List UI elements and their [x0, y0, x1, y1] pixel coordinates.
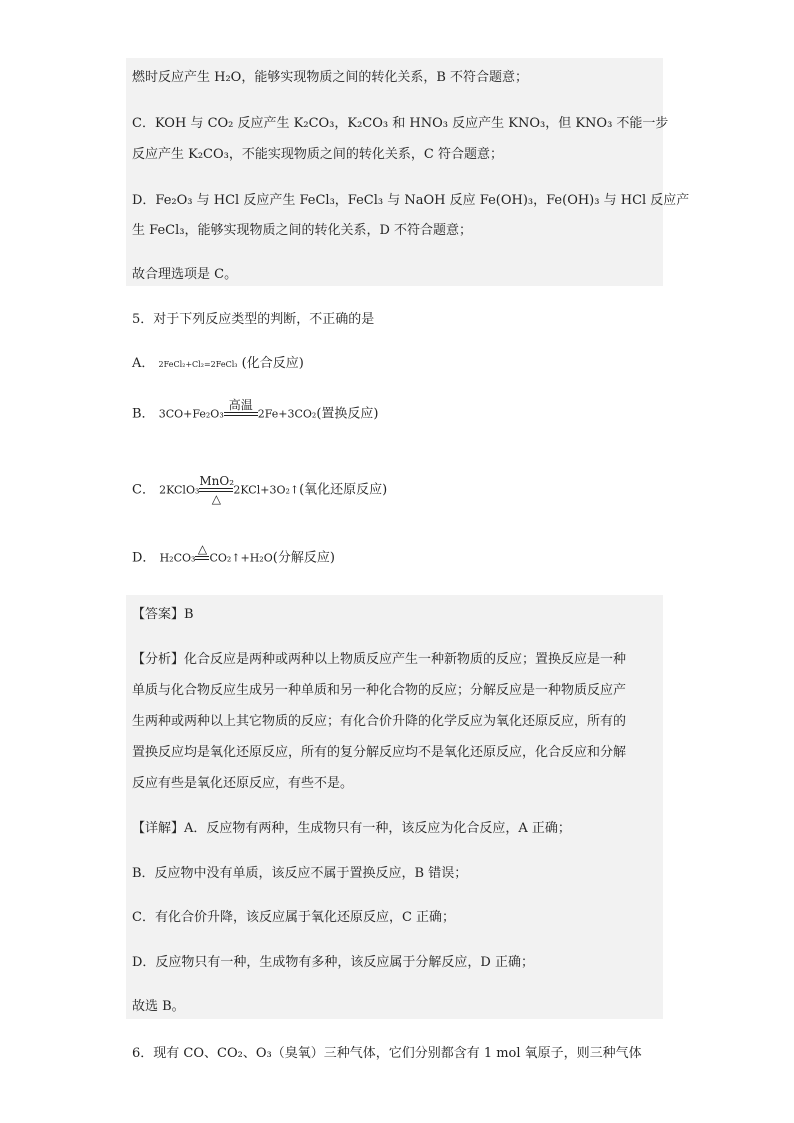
equation-left: 2KClO₃ [159, 483, 200, 497]
analysis-line: 反应有些是氧化还原反应，有些不是。 [132, 776, 354, 791]
option-label: B． [132, 406, 155, 422]
analysis-line: 【分析】化合反应是两种或两种以上物质反应产生一种新物质的反应；置换反应是一种 [132, 652, 627, 667]
option-d [132, 542, 335, 574]
condition-top: 高温 [228, 398, 253, 412]
analysis-line: 置换反应均是氧化还原反应，所有的复分解反应均不是氧化还原反应，化合反应和分解 [132, 745, 627, 760]
text-line: 生 FeCl₃，能够实现物质之间的转化关系，D 不符合题意； [132, 223, 473, 238]
option-a [132, 352, 304, 371]
condition-bottom [224, 416, 258, 430]
detail-line: B．反应物中没有单质，该反应不属于置换反应，B 错误； [132, 866, 468, 881]
text-line: 故合理选项是 C。 [132, 267, 238, 282]
detail-line: D．反应物只有一种，生成物有多种，该反应属于分解反应，D 正确； [132, 955, 534, 970]
detail-line: 【详解】A．反应物有两种，生成物只有一种，该反应为化合反应，A 正确； [132, 821, 571, 836]
analysis-line: 生两种或两种以上其它物质的反应；有化合价升降的化学反应为氧化还原反应，所有的 [132, 714, 627, 729]
equation-right: 2Fe+3CO₂ [257, 407, 317, 421]
detail-line: C．有化合价升降，该反应属于氧化还原反应，C 正确； [132, 910, 456, 925]
condition-top: MnO₂ [199, 474, 235, 488]
condition-bottom: △ [211, 492, 221, 506]
condition-top: △ [197, 542, 208, 556]
analysis-line: 单质与化合物反应生成另一种单质和另一种化合物的反应；分解反应是一种物质反应产 [132, 683, 627, 698]
option-b [132, 398, 379, 430]
reaction-condition [195, 542, 209, 574]
option-label: C． [132, 482, 155, 498]
text-line: C．KOH 与 CO₂ 反应产生 K₂CO₃，K₂CO₃ 和 HNO₃ 反应产生 KNO₃，但 KNO₃ 不能一步 [132, 116, 669, 131]
answer-line: 【答案】B [132, 607, 194, 622]
reaction-type: (置换反应) [316, 406, 379, 422]
equation-right: 2KCl+3O₂↑ [233, 483, 300, 497]
equation-left: 3CO+Fe₂O₃ [158, 407, 224, 421]
reaction-condition [199, 474, 233, 506]
equation: 2FeCl₂+Cl₂=2FeCl₃ [158, 360, 238, 369]
reaction-condition [224, 398, 258, 430]
text-line: D．Fe₂O₃ 与 HCl 反应产生 FeCl₃，FeCl₃ 与 NaOH 反应 Fe(OH)₃，Fe(OH)₃ 与 HCl 反应产 [132, 193, 690, 208]
reaction-type: (化合反应) [241, 356, 304, 371]
equation-right: CO₂↑+H₂O [209, 551, 273, 565]
reaction-type: (氧化还原反应) [299, 482, 388, 498]
text-line: 反应产生 K₂CO₃，不能实现物质之间的转化关系，C 符合题意； [132, 147, 503, 162]
option-label: D． [132, 550, 156, 566]
answer-block-previous [126, 58, 663, 286]
equation-left: H₂CO₃ [159, 551, 196, 565]
option-c [132, 474, 387, 506]
question-stem: 5．对于下列反应类型的判断，不正确的是 [132, 312, 375, 327]
option-label: A． [132, 356, 155, 371]
conclusion-line: 故选 B。 [132, 999, 185, 1014]
reaction-type: (分解反应) [272, 550, 335, 566]
condition-bottom [195, 560, 209, 574]
question-stem: 6．现有 CO、CO₂、O₃（臭氧）三种气体，它们分别都含有 1 mol 氧原子，则三种气体 [132, 1046, 642, 1061]
text-line: 燃时反应产生 H₂O，能够实现物质之间的转化关系，B 不符合题意； [132, 70, 529, 85]
